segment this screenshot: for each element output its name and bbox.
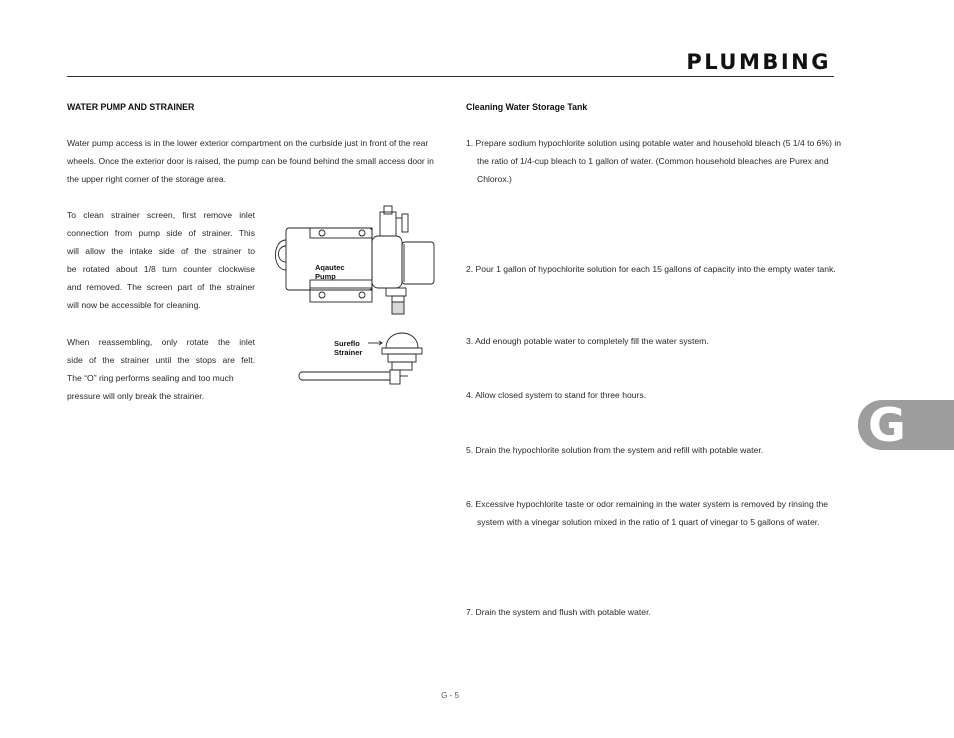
- text-line: be rotated about 1/8 turn counter clockwise: [67, 264, 255, 274]
- step-2: 2. Pour 1 gallon of hypochlorite solution for each 15 gallons of capacity into the empty water tank.: [466, 264, 836, 274]
- text-line: will now be accessible for cleaning.: [67, 300, 201, 310]
- step-1: 1. Prepare sodium hypochlorite solution using potable water and household bleach (5 1/4 to 6%) in the ratio of 1/4-cup bleach to 1 gallon of water. (Common household bleaches are Purex and Chlorox.): [466, 138, 842, 184]
- strainer-label: Strainer: [334, 348, 363, 357]
- pump-strainer-diagram: [270, 200, 440, 390]
- text-line: connection from pump side of strainer. This: [67, 228, 255, 238]
- text-line: side of the strainer until the stops are felt.: [67, 355, 255, 365]
- text-line: pressure will only break the strainer.: [67, 391, 205, 401]
- right-heading: Cleaning Water Storage Tank: [466, 102, 588, 112]
- text-line: will allow the intake side of the strainer to: [67, 246, 255, 256]
- text-line: The “O” ring performs sealing and too much: [67, 373, 234, 383]
- intro-paragraph: Water pump access is in the lower exterior compartment on the curbside just in front of the rear wheels. Once the exterior door is raised, the pump can be found behind the small access door in the upper right corner of the storage area.: [67, 138, 434, 184]
- text-line: When reassembling, only rotate the inlet: [67, 337, 255, 347]
- page-number: G - 5: [441, 691, 459, 700]
- section-tab-letter: G: [868, 398, 906, 452]
- step-5: 5. Drain the hypochlorite solution from the system and refill with potable water.: [466, 445, 764, 455]
- pump-label: Aqautec: [315, 263, 345, 272]
- clean-paragraph: [67, 206, 255, 314]
- step-4: 4. Allow closed system to stand for three hours.: [466, 390, 647, 400]
- step-6: 6. Excessive hypochlorite taste or odor remaining in the water system is removed by rinsing the system with a vinegar solution mixed in the ratio of 1 quart of vinegar to 5 gallons of water.: [466, 499, 829, 527]
- pump-label: Pump: [315, 272, 336, 281]
- strainer-label: Sureflo: [334, 339, 360, 348]
- page-title: PLUMBING: [686, 50, 831, 74]
- left-heading: WATER PUMP AND STRAINER: [67, 102, 195, 112]
- step-3: 3. Add enough potable water to completely fill the water system.: [466, 336, 709, 346]
- text-line: To clean strainer screen, first remove inlet: [67, 210, 255, 220]
- step-7: 7. Drain the system and flush with potable water.: [466, 607, 651, 617]
- header-rule: [67, 76, 834, 77]
- section-tab: [858, 400, 954, 450]
- reassemble-paragraph: [67, 333, 255, 405]
- text-line: and removed. The screen part of the strainer: [67, 282, 255, 292]
